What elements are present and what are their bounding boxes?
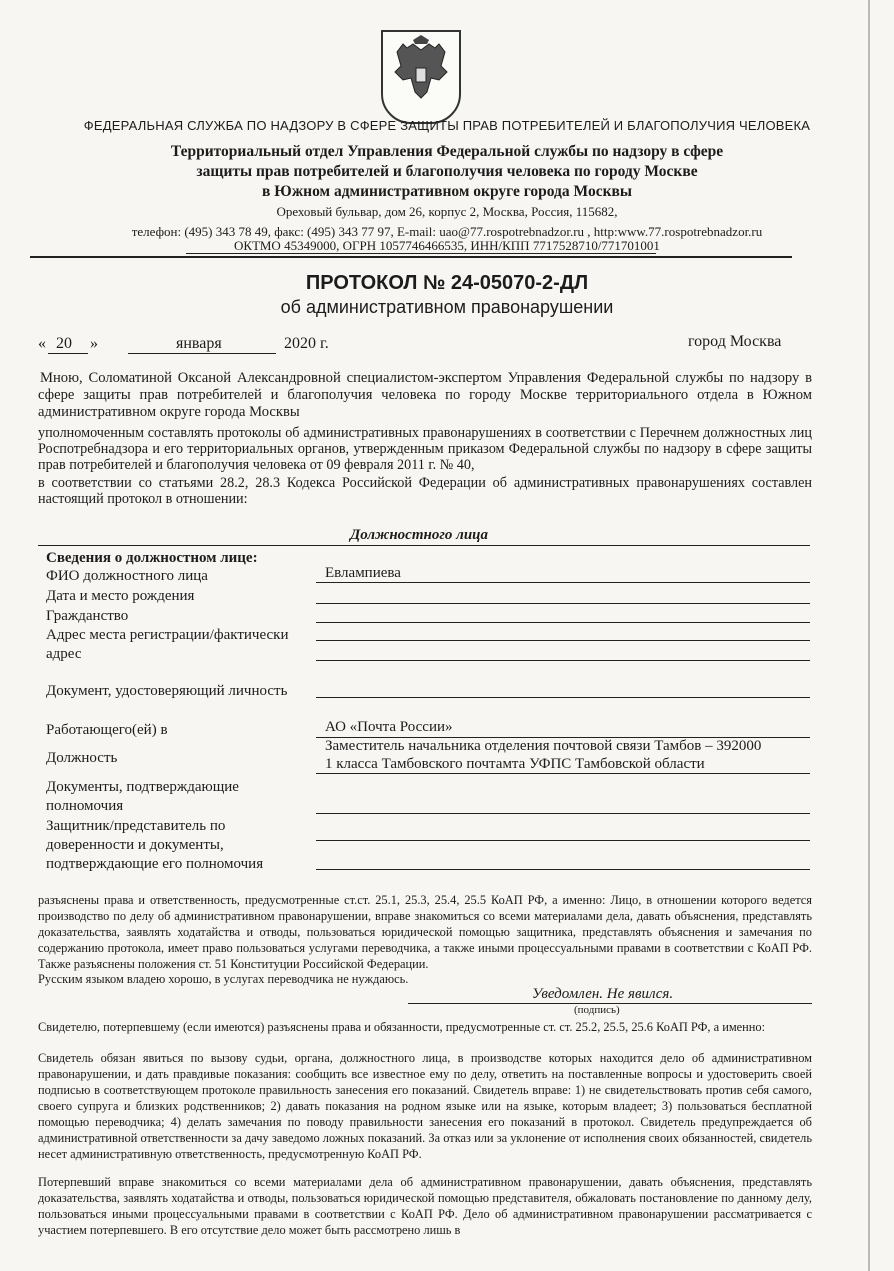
position-value-1: Заместитель начальника отделения почтовой связи Тамбов – 392000 <box>325 738 762 754</box>
double-headed-eagle-icon <box>383 32 459 122</box>
address-line: Ореховый бульвар, дом 26, корпус 2, Москва, Россия, 115682, <box>276 204 618 219</box>
address-line-2 <box>316 660 810 661</box>
defender-label-1: Защитник/представитель по <box>46 818 226 834</box>
rights-explanation: разъяснены права и ответственность, предусмотренные ст.ст. 25.1, 25.3, 25.4, 25.5 КоАП РФ, а именно: Лицо, в отношении которого ведется производство по делу об административном правонарушении, вправе знакомиться со всеми материалами дела, давать объяснения, представлять доказательства, заявлять ходатайства и отводы, пользоваться юридической помощью защитника, представлять объяснения и замечания по содержанию протокола, имеет право пользоваться услугами переводчика, а также иными процессуальными правами в соответствии с КоАП РФ. Также разъяснены положения ст. 51 Конституции Российской Федерации. <box>38 893 812 971</box>
position-value-2: 1 класса Тамбовского почтамта УФПС Тамбовской области <box>325 756 705 772</box>
signature-caption: (подпись) <box>574 1004 620 1016</box>
date-day: 20 <box>56 335 72 352</box>
birth-label: Дата и место рождения <box>46 588 195 604</box>
address-line-1 <box>316 640 810 641</box>
citizenship-label: Гражданство <box>46 608 129 624</box>
header-rule <box>30 256 792 258</box>
witness-rights-intro: Свидетелю, потерпевшему (если имеются) разъяснены права и обязанности, предусмотренные ст. ст. 25.2, 25.5, 25.6 КоАП РФ, а именно: <box>38 1020 766 1034</box>
defender-label-3: подтверждающие его полномочия <box>46 856 264 872</box>
employer-label: Работающего(ей) в <box>46 722 168 738</box>
position-line <box>316 773 810 774</box>
codes-line: ОКТМО 45349000, ОГРН 1057746466535, ИНН/КПП 7717528710/771701001 <box>234 238 660 253</box>
city: город Москва <box>688 333 782 350</box>
id-doc-label: Документ, удостоверяющий личность <box>46 683 288 699</box>
codes-underline <box>186 253 656 254</box>
date-month: января <box>176 335 222 352</box>
intro-articles: в соответствии со статьями 28.2, 28.3 Кодекса Российской Федерации об административных правонарушениях составлен настоящий протокол в отношении: <box>38 475 812 507</box>
defender-label-2: доверенности и документы, <box>46 837 224 853</box>
subject-underline <box>38 545 810 546</box>
authority-label-1: Документы, подтверждающие <box>46 779 239 795</box>
birth-line <box>316 603 810 604</box>
fio-value: Евлампиева <box>325 565 401 581</box>
contacts-line: телефон: (495) 343 78 49, факс: (495) 343 77 97, E-mail: uao@77.rospotrebnadzor.ru , http:www.77.rospotrebnadzor.ru <box>131 224 763 239</box>
fio-line <box>316 582 810 583</box>
authority-line <box>316 813 810 814</box>
coat-of-arms-emblem <box>381 30 461 124</box>
victim-rights: Потерпевший вправе знакомиться со всеми материалами дела об административном правонарушении, давать объяснения, представлять доказательства, заявлять ходатайства и отводы, пользоваться юридической помощью представителя, обжаловать постановление по данному делу, пользоваться иными процессуальными правами в соответствии с КоАП РФ. Дело об административном правонарушении рассматривается с участием потерпевшего. В его отсутствие дело может быть рассмотрено лишь в <box>38 1175 812 1237</box>
day-underline <box>48 353 88 354</box>
id-doc-line <box>316 697 810 698</box>
date-open-quote: « <box>38 335 46 352</box>
defender-line-2 <box>316 869 810 870</box>
date-year: 2020 г. <box>284 335 329 352</box>
agency-name: ФЕДЕРАЛЬНАЯ СЛУЖБА ПО НАДЗОРУ В СФЕРЕ ЗАЩИТЫ ПРАВ ПОТРЕБИТЕЛЕЙ И БЛАГОПОЛУЧИЯ ЧЕЛОВЕКА <box>83 118 811 133</box>
citizenship-line <box>316 622 810 623</box>
position-label: Должность <box>46 750 118 766</box>
defender-line-1 <box>316 840 810 841</box>
intro-authority: уполномоченным составлять протоколы об административных правонарушениях в соответствии с Перечнем должностных лиц Роспотребнадзора и его территориальных органов, утвержденным приказом Федеральной службы по надзору в сфере защиты прав потребителей и благополучия человека от 09 февраля 2011 г. № 40, <box>38 425 812 473</box>
authority-label-2: полномочия <box>46 798 124 814</box>
form-heading: Сведения о должностном лице: <box>46 550 258 566</box>
month-underline <box>128 353 276 354</box>
department-line-2: защиты прав потребителей и благополучия человека по городу Москве <box>196 163 698 180</box>
address-label-1: Адрес места регистрации/фактически <box>46 627 289 643</box>
notified-status: Уведомлен. Не явился. <box>532 986 674 1002</box>
language-statement: Русским языком владею хорошо, в услугах переводчика не нуждаюсь. <box>38 972 409 986</box>
fio-label: ФИО должностного лица <box>46 568 208 584</box>
subject-type: Должностного лица <box>350 527 489 543</box>
address-label-2: адрес <box>46 646 82 662</box>
protocol-subtitle: об административном правонарушении <box>280 297 614 317</box>
department-line-3: в Южном административном округе города Москвы <box>262 183 632 200</box>
date-close-quote: » <box>90 335 98 352</box>
witness-duties: Свидетель обязан явиться по вызову судьи, органа, должностного лица, в производстве которых находится дело об административном правонарушении, и дать правдивые показания: сообщить все известное ему по делу, ответить на поставленные вопросы и удостоверить своей подписью в соответствующем протоколе правильность занесения его показаний. Свидетель вправе: 1) не свидетельствовать против себя самого, своего супруга и близких родственников; 2) давать показания на родном языке или на языке, которым владеет; 3) пользоваться бесплатной помощью переводчика; 4) делать замечания по поводу правильности занесения его показаний в протокол. Свидетель предупреждается об административной ответственности за дачу заведомо ложных показаний. За отказ или за уклонение от исполнения своих обязанностей, свидетель несет административную ответственность, предусмотренную КоАП РФ. <box>38 1051 812 1161</box>
department-line-1: Территориальный отдел Управления Федеральной службы по надзору в сфере <box>170 143 724 160</box>
employer-value: АО «Почта России» <box>325 719 453 735</box>
protocol-title: ПРОТОКОЛ № 24-05070-2-ДЛ <box>305 272 589 294</box>
intro-official: Мною, Соломатиной Оксаной Александровной специалистом-экспертом Управления Федеральной службы по надзору в сфере защиты прав потребителей и благополучия человека по городу Москве территориального отдела в Южном административном округе города Москвы <box>38 370 812 420</box>
page-edge-shadow <box>868 0 870 1271</box>
